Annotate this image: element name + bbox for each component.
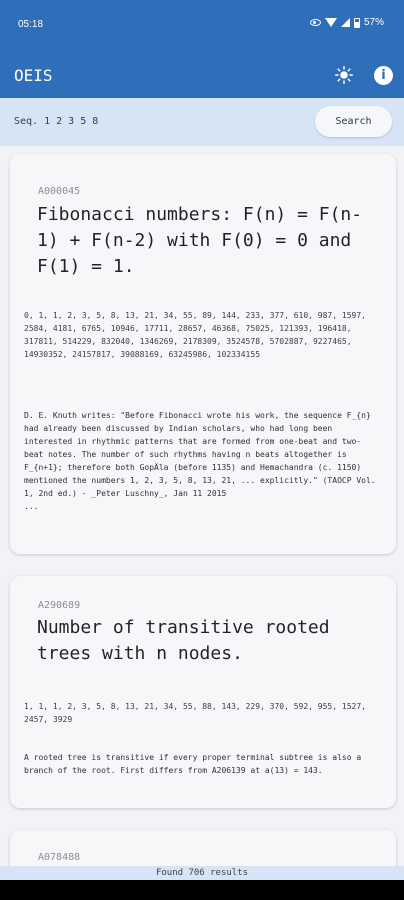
search-query[interactable]: Seq. 1 2 3 5 8 [14, 116, 99, 127]
sequence-id: A290689 [38, 600, 81, 611]
sequence-description: D. E. Knuth writes: "Before Fibonacci wrote his work, the sequence F_{n} had already been discussed by Indian scholars, who had long been interested in rhythmic patterns that are formed from one-beat and two-beat notes. The number of such rhythms having n beats altogether is F_{n+1}; therefore both GopÄla (before 1135) and Hemachandra (c. 1150) mentioned the numbers 1, 2, 3, 5, 8, 13, 21, ... explicitly." (TAOCP Vol. 1, 2nd ed.) - _Peter Luschny_, Jan 11 2015 ... [24, 411, 376, 511]
results-count: Found 706 results [0, 866, 404, 880]
sequence-terms: 0, 1, 1, 2, 3, 5, 8, 13, 21, 34, 55, 89, 144, 233, 377, 610, 987, 1597, 2584, 4181, 6765, 10946, 17711, 28657, 46368, 75025, 121393, 196418, 317811, 514229, 832040, 1346269, 2178309, 3524578, 5702887, 9227465, 14930352, 24157817, 39088169, 63245986, 102334155 [24, 311, 366, 359]
eye-icon [310, 19, 321, 26]
system-nav-bar [0, 880, 404, 900]
status-time: 05:18 [18, 19, 44, 30]
sequence-name: Fibonacci numbers: F(n) = F(n-1) + F(n-2) with F(0) = 0 and F(1) = 1. [37, 204, 363, 277]
battery-icon [354, 18, 360, 28]
result-card[interactable] [10, 576, 396, 808]
search-bar [0, 98, 404, 146]
battery-percent: 57% [363, 17, 384, 28]
results-list[interactable] [0, 146, 404, 866]
sequence-name: Number of transitive rooted trees with n nodes. [37, 617, 330, 664]
app-bar [0, 52, 404, 98]
sequence-id: A000045 [38, 186, 81, 197]
search-button[interactable]: Search [315, 106, 392, 137]
signal-icon [341, 18, 350, 27]
info-icon[interactable]: i [374, 66, 393, 85]
wifi-icon [325, 18, 337, 27]
result-card[interactable] [10, 830, 396, 866]
sequence-terms: 1, 1, 1, 2, 3, 5, 8, 13, 21, 34, 55, 88, 143, 229, 370, 592, 955, 1527, 2457, 3929 [24, 702, 366, 724]
app-title: OEIS [14, 66, 53, 85]
status-icons [310, 17, 384, 28]
result-card[interactable] [10, 154, 396, 554]
sun-icon[interactable] [335, 66, 353, 84]
sequence-id: A078488 [38, 852, 81, 863]
status-bar [0, 0, 404, 52]
sequence-description: A rooted tree is transitive if every proper terminal subtree is also a branch of the root. First differs from A206139 at a(13) = 143. [24, 753, 366, 775]
